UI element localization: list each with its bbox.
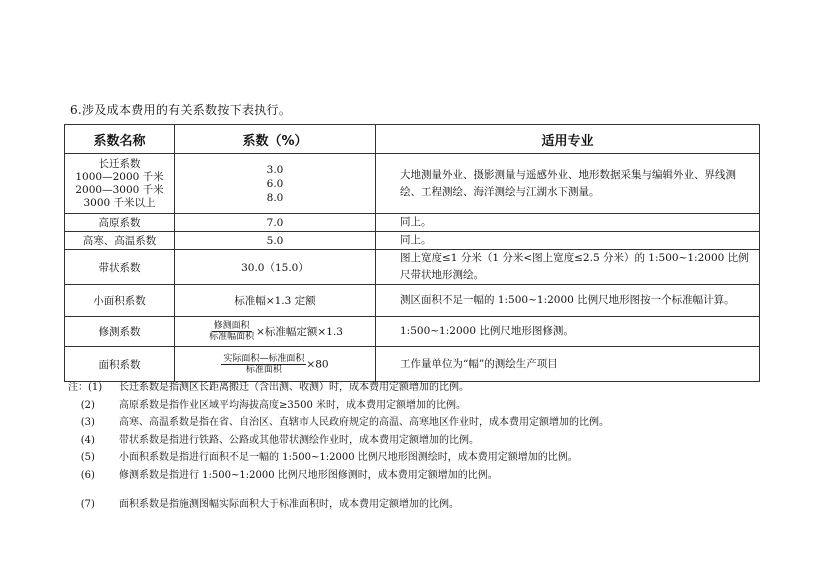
coef-value-cell: 30.0（15.0） [175, 250, 376, 285]
note-label: (5) [68, 452, 95, 463]
header-coef-value: 系数（%） [175, 125, 376, 154]
coef-name-cell: 修测系数 [65, 317, 175, 347]
table-row [65, 317, 760, 347]
field-cell [376, 347, 760, 382]
field-text: 工作量单位为“幅”的测绘生产项目 [400, 357, 558, 370]
formula-tail: ×标准幅定额×1.3 [256, 326, 343, 338]
note-text: 修测系数是指进行 1:500~1:2000 比例尺地形图修测时，成本费用定额增加的比例。 [119, 469, 498, 481]
note-text: 长迁系数是指测区长距离搬迁（含出测、收测）时，成本费用定额增加的比例。 [119, 382, 469, 393]
note-label: 注：(1) [68, 382, 103, 393]
coef-name-cell: 小面积系数 [65, 285, 175, 317]
coef-value-cell [175, 347, 376, 382]
note-label: (2) [68, 399, 95, 411]
field-cell [376, 232, 760, 250]
coef-value-cell: 标准幅×1.3 定额 [175, 285, 376, 317]
field-cell [376, 317, 760, 347]
coef-name-line: 1000—2000 千米 [75, 170, 164, 183]
note-text: 带状系数是指进行铁路、公路或其他带状测绘作业时，成本费用定额增加的比例。 [119, 434, 479, 446]
fraction-numerator: 实际面积—标准面积 [223, 353, 305, 364]
note-item [68, 467, 609, 485]
coef-name-line: 2000—3000 千米 [75, 183, 164, 196]
table-row [65, 347, 760, 382]
note-text: 高原系数是指作业区域平均海拔高度≥3500 米时，成本费用定额增加的比例。 [119, 399, 467, 411]
coef-name-cell: 高原系数 [65, 214, 175, 232]
field-cell [376, 250, 760, 285]
coef-value-cell [175, 317, 376, 347]
note-label: (3) [68, 417, 95, 428]
coefficient-table [64, 124, 760, 382]
note-item [68, 449, 609, 467]
table-row [65, 214, 760, 232]
note-label: (7) [68, 499, 95, 510]
coef-value-line: 3.0 [266, 163, 284, 176]
note-item [68, 432, 609, 450]
coef-name-line: 3000 千米以上 [83, 196, 156, 209]
table-row [65, 232, 760, 250]
note-label: (6) [68, 469, 95, 481]
field-text: 图上宽度≤1 分米（1 分米<图上宽度≤2.5 分米）的 1:500~1:2000 比例尺带状地形测绘。 [400, 252, 749, 281]
field-cell [376, 285, 760, 317]
table-row [65, 154, 760, 214]
field-text: 同上。 [400, 216, 432, 228]
note-text: 面积系数是指施测图幅实际面积大于标准面积时，成本费用定额增加的比例。 [119, 499, 459, 510]
note-item [68, 414, 609, 432]
notes-section [68, 379, 609, 514]
coef-value-cell [175, 154, 376, 214]
coef-value-line: 8.0 [266, 191, 284, 204]
coef-name-cell: 带状系数 [65, 250, 175, 285]
fraction-denominator: 标准面积 [245, 364, 282, 375]
formula-tail: ×80 [306, 358, 329, 370]
field-cell [376, 214, 760, 232]
table-row [65, 250, 760, 285]
coef-value-cell: 7.0 [175, 214, 376, 232]
coef-name-line: 长迁系数 [98, 157, 141, 170]
header-coef-name: 系数名称 [65, 125, 175, 154]
fraction-denominator: 标准幅面积 [209, 332, 255, 342]
field-text: 测区面积不足一幅的 1:500~1:2000 比例尺地形图按一个标准幅计算。 [400, 294, 735, 306]
section-heading: 6.涉及成本费用的有关系数按下表执行。 [70, 103, 292, 117]
coef-name-cell [65, 154, 175, 214]
fraction [207, 321, 256, 342]
coef-name-cell: 面积系数 [65, 347, 175, 382]
header-applicable-field: 适用专业 [376, 125, 760, 154]
field-text: 同上。 [400, 234, 432, 246]
table-header-row [65, 125, 760, 154]
coef-value-cell: 5.0 [175, 232, 376, 250]
fraction-numerator: 修测面积 [213, 321, 250, 331]
field-text: 大地测量外业、摄影测量与遥感外业、地形数据采集与编辑外业、界线测绘、工程测绘、海洋测绘与江湖水下测量。 [400, 168, 736, 198]
note-item [68, 379, 609, 397]
note-label: (4) [68, 434, 95, 446]
note-item [68, 496, 609, 514]
fraction [221, 354, 306, 375]
coef-value-line: 6.0 [266, 177, 284, 190]
coef-name-cell: 高寒、高温系数 [65, 232, 175, 250]
field-text: 1:500~1:2000 比例尺地形图修测。 [400, 325, 574, 337]
note-text: 小面积系数是指进行面积不足一幅的 1:500~1:2000 比例尺地形图测绘时，成本费用定额增加的比例。 [119, 452, 578, 463]
note-item [68, 397, 609, 415]
table-row [65, 285, 760, 317]
field-cell [376, 154, 760, 214]
note-text: 高寒、高温系数是指在省、自治区、直辖市人民政府规定的高温、高寒地区作业时，成本费用定额增加的比例。 [119, 417, 609, 428]
